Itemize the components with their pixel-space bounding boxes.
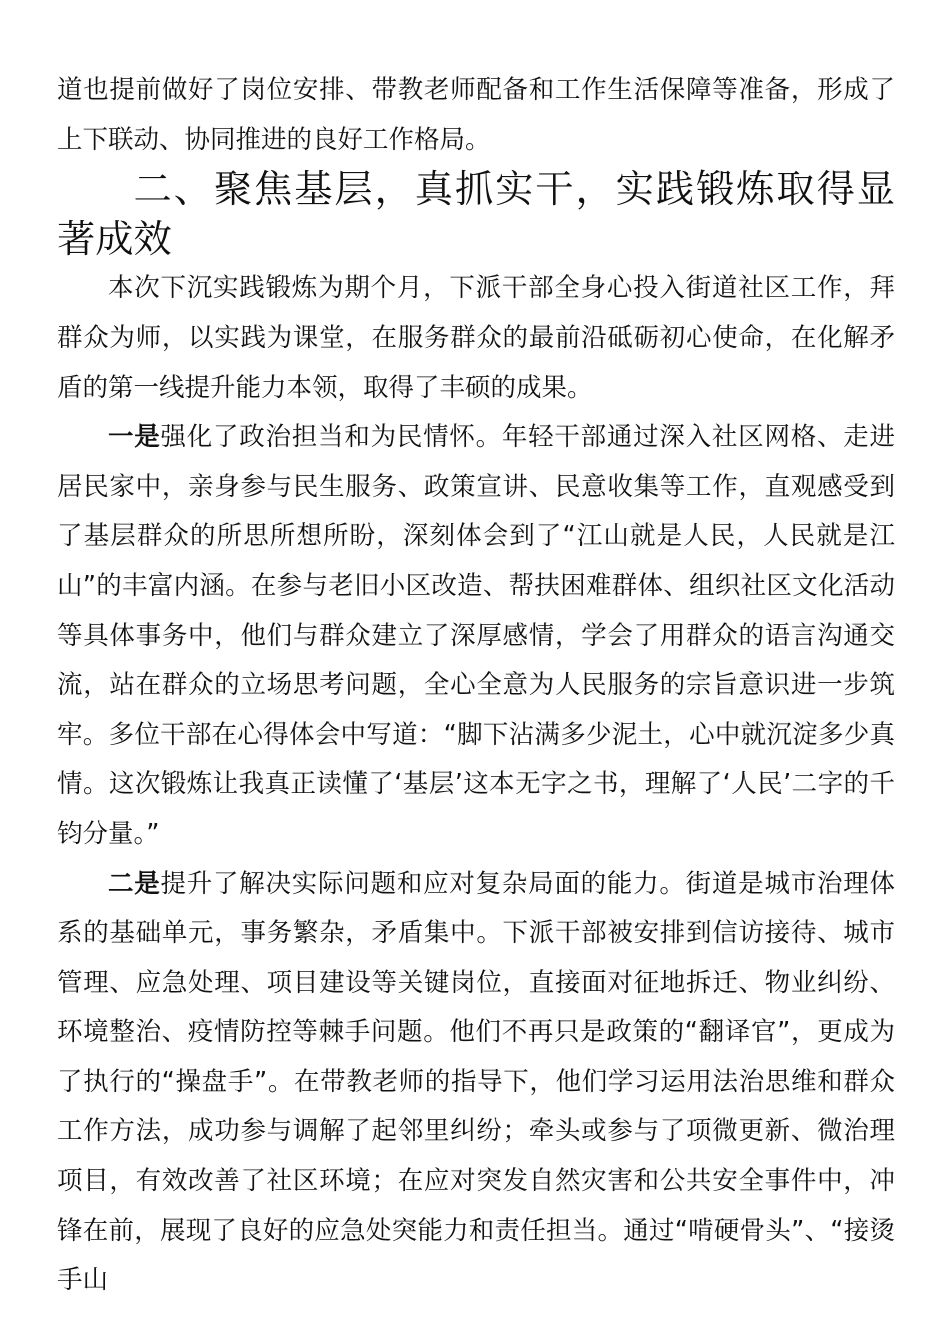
continuation-paragraph: 道也提前做好了岗位安排、带教老师配备和工作生活保障等准备，形成了上下联动、协同推进的良好工作格局。 xyxy=(57,75,895,155)
point-lead-2: 二是 xyxy=(108,868,161,899)
section-heading: 二、聚焦基层，真抓实干，实践锻炼取得显著成效 xyxy=(57,167,895,262)
intro-paragraph: 本次下沉实践锻炼为期个月，下派干部全身心投入街道社区工作，拜群众为师，以实践为课堂，在服务群众的最前沿砥砺初心使命，在化解矛盾的第一线提升能力本领，取得了丰硕的成果。 xyxy=(57,273,895,403)
point-paragraph-2 xyxy=(57,860,895,1306)
point-paragraph-1 xyxy=(57,413,895,859)
point-text-2: 提升了解决实际问题和应对复杂局面的能力。街道是城市治理体系的基础单元，事务繁杂，矛盾集中。下派干部被安排到信访接待、城市管理、应急处理、项目建设等关键岗位，直接面对征地拆迁、物业纠纷、环境整治、疫情防控等棘手问题。他们不再只是政策的“翻译官”，更成为了执行的“操盘手”。在带教老师的指导下，他们学习运用法治思维和群众工作方法，成功参与调解了起邻里纠纷；牵头或参与了项微更新、微治理项目，有效改善了社区环境；在应对突发自然灾害和公共安全事件中，冲锋在前，展现了良好的应急处突能力和责任担当。通过“啃硬骨头”、“接烫手山 xyxy=(57,868,895,1296)
document-page xyxy=(57,66,895,1306)
point-text-1: 强化了政治担当和为民情怀。年轻干部通过深入社区网格、走进居民家中，亲身参与民生服务、政策宣讲、民意收集等工作，直观感受到了基层群众的所思所想所盼，深刻体会到了“江山就是人民，人民就是江山”的丰富内涵。在参与老旧小区改造、帮扶困难群体、组织社区文化活动等具体事务中，他们与群众建立了深厚感情，学会了用群众的语言沟通交流，站在群众的立场思考问题，全心全意为人民服务的宗旨意识进一步筑牢。多位干部在心得体会中写道：“脚下沾满多少泥土，心中就沉淀多少真情。这次锻炼让我真正读懂了‘基层’这本无字之书，理解了‘人民’二字的千钧分量。” xyxy=(57,422,895,849)
point-lead-1: 一是 xyxy=(108,422,161,453)
